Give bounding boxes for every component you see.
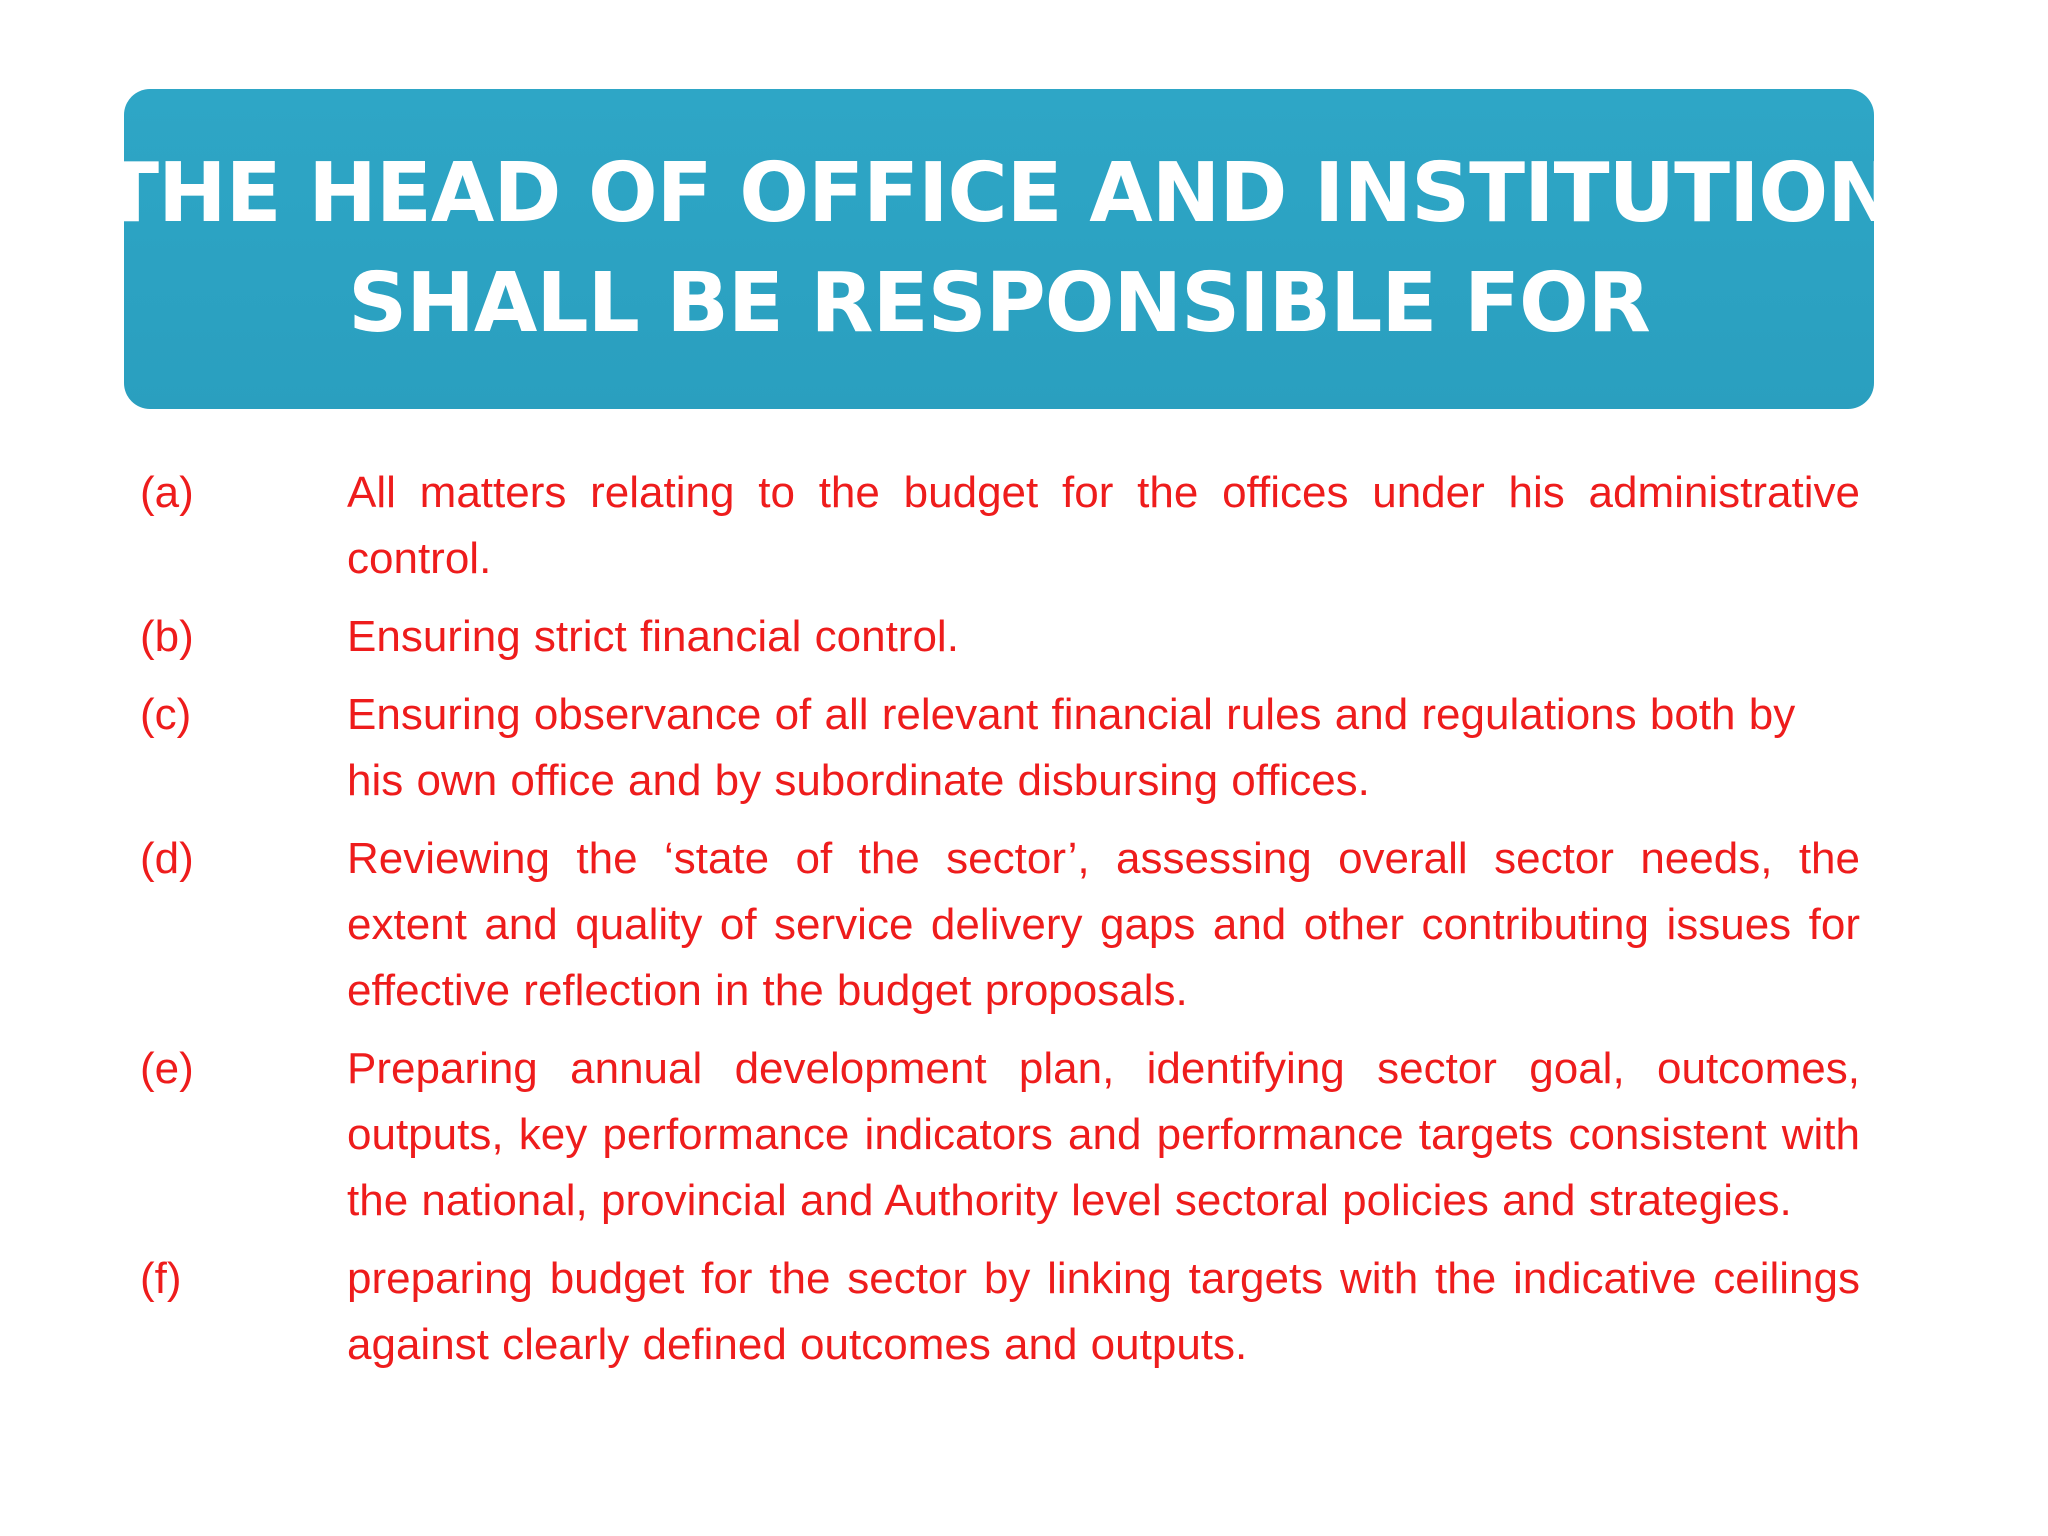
- item-label: (d): [140, 834, 194, 883]
- item-text: All matters relating to the budget for the offices under his administrative control.: [347, 468, 1860, 583]
- list-item-c: [140, 682, 1860, 814]
- item-text: Ensuring observance of all relevant financial rules and regulations both by his own office and by subordinate disbursing offices.: [347, 690, 1796, 805]
- item-text: preparing budget for the sector by linking targets with the indicative ceilings against clearly defined outcomes and outputs.: [347, 1254, 1860, 1369]
- item-label: (c): [140, 690, 192, 739]
- list-item-f: [140, 1246, 1860, 1378]
- item-text: Reviewing the ‘state of the sector’, assessing overall sector needs, the extent and quality of service delivery gaps and other contributing issues for effective reflection in the budget proposals.: [347, 834, 1860, 1015]
- item-label: (a): [140, 468, 194, 517]
- list-item-a: [140, 460, 1860, 592]
- item-label: (f): [140, 1254, 182, 1303]
- responsibility-list: [140, 460, 1860, 1390]
- title-line-1: THE HEAD OF OFFICE AND INSTITUTION: [103, 146, 1895, 241]
- item-text: Ensuring strict financial control.: [347, 612, 959, 661]
- title-line-2: SHALL BE RESPONSIBLE FOR: [348, 256, 1650, 351]
- item-text: Preparing annual development plan, identifying sector goal, outcomes, outputs, key performance indicators and performance targets consistent with the national, provincial and Authority level sectoral policies and strategies.: [347, 1044, 1860, 1225]
- item-label: (e): [140, 1044, 194, 1093]
- list-item-b: [140, 604, 1860, 670]
- list-item-d: [140, 826, 1860, 1024]
- title-banner: [103, 89, 1895, 409]
- list-item-e: [140, 1036, 1860, 1234]
- item-label: (b): [140, 612, 194, 661]
